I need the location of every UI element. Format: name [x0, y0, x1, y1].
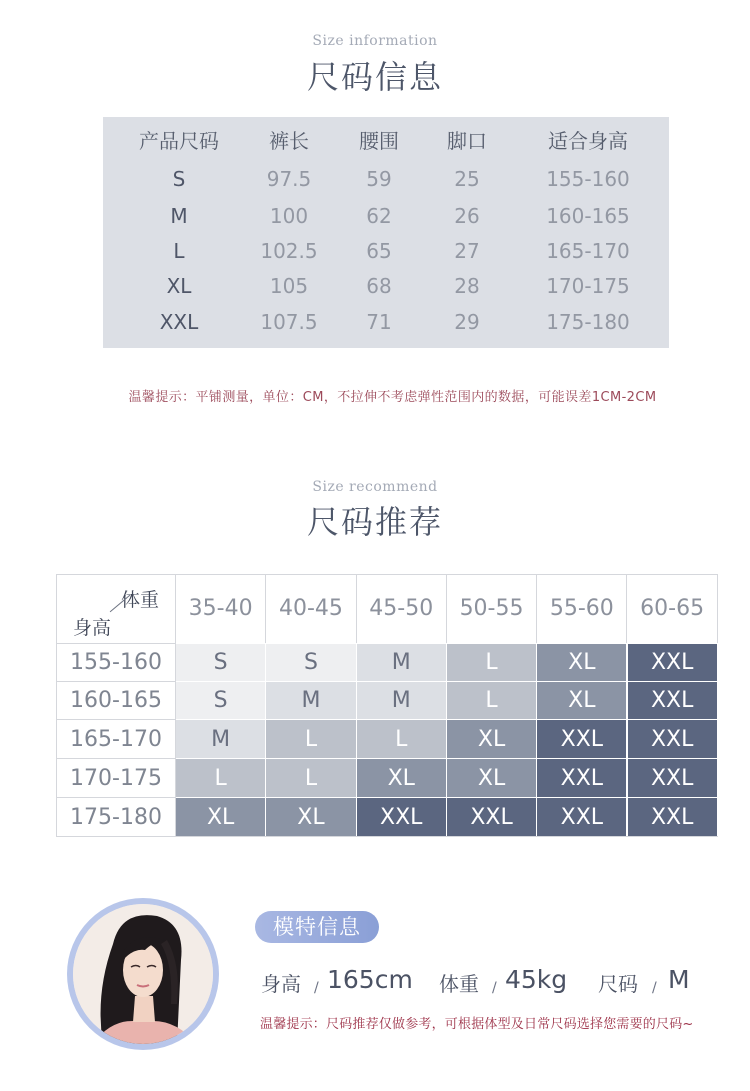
- size-info-cell: XXL: [159, 310, 199, 334]
- model-info-badge: 模特信息: [255, 911, 379, 943]
- model-size-label: 尺码: [598, 972, 638, 996]
- size-info-row: [103, 268, 669, 304]
- size-info-cell: 62: [366, 204, 392, 228]
- size-info-header-cell: 适合身高: [548, 129, 628, 153]
- size-info-en-title: Size information: [312, 33, 438, 49]
- size-info-header-cell: 裤长: [269, 129, 309, 153]
- size-info-cell: M: [170, 204, 188, 228]
- height-range-label: 170-175: [57, 758, 176, 797]
- recommended-size-cell: L: [176, 758, 266, 797]
- weight-range-header: 45-50: [357, 575, 447, 643]
- size-recommend-title: 尺码推荐: [306, 503, 443, 541]
- measurement-tip: 温馨提示：平铺测量，单位：CM，不拉伸不考虑弹性范围内的数据，可能误差1CM-2CM: [128, 390, 657, 405]
- size-info-cell: 65: [366, 239, 392, 263]
- height-range-label: 155-160: [57, 643, 176, 681]
- recommended-size-cell: XXL: [628, 643, 718, 681]
- model-weight-value: 45kg: [505, 965, 568, 994]
- size-info-cell: 107.5: [260, 310, 318, 334]
- size-info-cell: 160-165: [546, 204, 630, 228]
- recommended-size-cell: XXL: [537, 758, 627, 797]
- recommended-size-cell: S: [266, 643, 356, 681]
- size-info-header-cell: 腰围: [359, 129, 399, 153]
- model-size-value: M: [668, 965, 690, 994]
- weight-range-header: 55-60: [537, 575, 627, 643]
- weight-range-header: 50-55: [447, 575, 537, 643]
- size-info-cell: 25: [454, 167, 480, 191]
- size-info-cell: 59: [366, 167, 392, 191]
- size-info-cell: 175-180: [546, 310, 630, 334]
- size-recommend-en-title: Size recommend: [312, 479, 438, 495]
- size-info-cell: 155-160: [546, 167, 630, 191]
- size-info-row: [103, 161, 669, 197]
- size-info-cell: S: [172, 167, 186, 191]
- size-info-cell: 68: [366, 274, 392, 298]
- size-info-cell: 28: [454, 274, 480, 298]
- recommended-size-cell: L: [447, 681, 537, 719]
- recommended-size-cell: L: [266, 758, 356, 797]
- size-info-cell: 165-170: [546, 239, 630, 263]
- recommended-size-cell: XL: [176, 797, 266, 836]
- recommended-size-cell: XXL: [628, 758, 718, 797]
- size-info-header-cell: 脚口: [447, 129, 487, 153]
- size-info-cell: 97.5: [266, 167, 312, 191]
- recommended-size-cell: L: [266, 719, 356, 758]
- recommended-size-cell: XXL: [447, 797, 537, 836]
- size-info-cell: 26: [454, 204, 480, 228]
- height-header-label: 身高: [73, 617, 112, 639]
- size-info-header-row: [103, 123, 669, 159]
- recommended-size-cell: M: [357, 643, 447, 681]
- size-info-header-cell: 产品尺码: [139, 129, 219, 153]
- size-advice-tip: 温馨提示：尺码推荐仅做参考，可根据体型及日常尺码选择您需要的尺码~: [260, 1017, 694, 1032]
- grid-corner-cell: [57, 575, 176, 643]
- weight-range-header: 35-40: [176, 575, 266, 643]
- size-info-cell: 29: [454, 310, 480, 334]
- size-info-title: 尺码信息: [306, 58, 443, 96]
- separator: /: [492, 980, 497, 996]
- height-range-label: 175-180: [57, 797, 176, 836]
- size-info-cell: XL: [166, 274, 192, 298]
- recommended-size-cell: L: [447, 643, 537, 681]
- recommended-size-cell: M: [176, 719, 266, 758]
- size-info-row: [103, 233, 669, 269]
- recommended-size-cell: XXL: [628, 797, 718, 836]
- height-range-label: 160-165: [57, 681, 176, 719]
- recommended-size-cell: XXL: [537, 719, 627, 758]
- recommended-size-cell: S: [176, 643, 266, 681]
- size-info-cell: 100: [269, 204, 309, 228]
- separator: /: [652, 980, 657, 996]
- recommended-size-cell: L: [357, 719, 447, 758]
- separator: /: [314, 980, 319, 996]
- size-info-cell: 105: [269, 274, 309, 298]
- model-weight-label: 体重: [439, 972, 479, 996]
- recommended-size-cell: M: [266, 681, 356, 719]
- size-recommend-grid: [56, 574, 718, 837]
- recommended-size-cell: XXL: [357, 797, 447, 836]
- size-info-cell: 27: [454, 239, 480, 263]
- recommended-size-cell: XL: [537, 681, 627, 719]
- recommended-size-cell: XL: [447, 758, 537, 797]
- size-info-cell: 102.5: [260, 239, 318, 263]
- model-height-value: 165cm: [327, 965, 413, 994]
- size-info-cell: 170-175: [546, 274, 630, 298]
- recommended-size-cell: XL: [266, 797, 356, 836]
- recommended-size-cell: M: [357, 681, 447, 719]
- recommended-size-cell: XL: [537, 643, 627, 681]
- size-info-cell: 71: [366, 310, 392, 334]
- recommended-size-cell: S: [176, 681, 266, 719]
- model-portrait-icon: [73, 904, 213, 1044]
- weight-range-header: 40-45: [266, 575, 356, 643]
- size-info-cell: L: [173, 239, 185, 263]
- recommended-size-cell: XXL: [537, 797, 627, 836]
- weight-header-label: 体重: [121, 589, 160, 611]
- size-info-row: [103, 198, 669, 234]
- recommended-size-cell: XXL: [628, 719, 718, 758]
- height-range-label: 165-170: [57, 719, 176, 758]
- recommended-size-cell: XXL: [628, 681, 718, 719]
- model-portrait-photo: [73, 904, 213, 1044]
- recommended-size-cell: XL: [447, 719, 537, 758]
- size-info-table: [103, 117, 669, 348]
- model-height-label: 身高: [261, 972, 301, 996]
- recommended-size-cell: XL: [357, 758, 447, 797]
- weight-range-header: 60-65: [628, 575, 718, 643]
- size-info-row: [103, 304, 669, 340]
